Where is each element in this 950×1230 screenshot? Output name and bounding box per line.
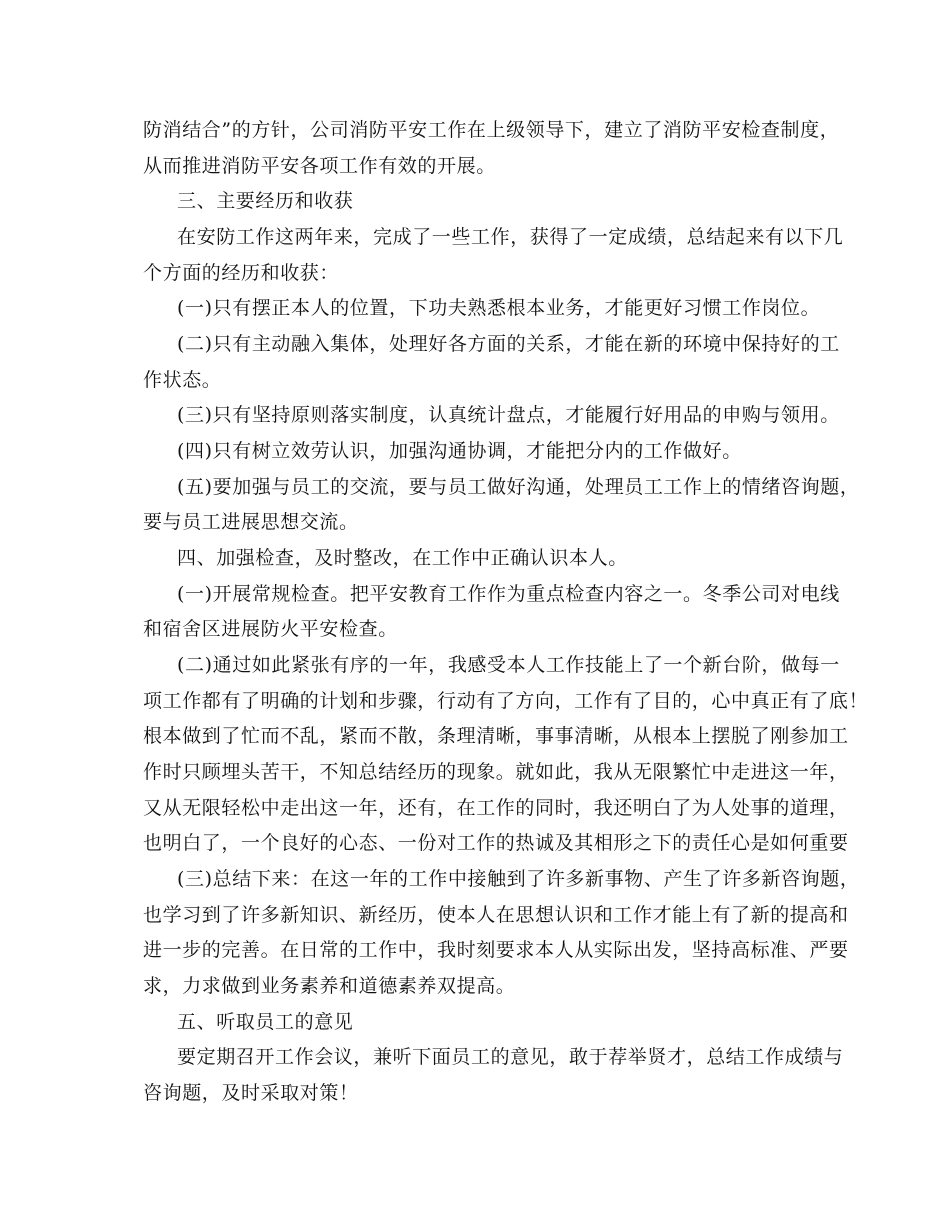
list-item: (二)通过如此紧张有序的一年，我感受本人工作技能上了一个新台阶，做每一 xyxy=(177,654,840,676)
paragraph-line: 项工作都有了明确的计划和步骤，行动有了方向，工作有了目的，心中真正有了底！ xyxy=(143,690,869,712)
section-heading: 四、加强检查，及时整改，在工作中正确认识本人。 xyxy=(177,547,628,569)
paragraph-line: 作状态。 xyxy=(143,369,222,391)
list-item: (三)只有坚持原则落实制度，认真统计盘点，才能履行好用品的申购与领用。 xyxy=(177,404,840,426)
paragraph-line: 个方面的经历和收获： xyxy=(143,262,340,284)
section-heading: 三、主要经历和收获 xyxy=(177,190,354,212)
list-item: (一)只有摆正本人的位置，下功夫熟悉根本业务，才能更好习惯工作岗位。 xyxy=(177,297,821,319)
paragraph-line: 又从无限轻松中走出这一年，还有，在工作的同时，我还明白了为人处事的道理， xyxy=(143,797,849,819)
paragraph-line: 从而推进消防平安各项工作有效的开展。 xyxy=(143,155,496,177)
paragraph-line: 也学习到了许多新知识、新经历，使本人在思想认识和工作才能上有了新的提高和 xyxy=(143,904,849,926)
paragraph-line: 防消结合”的方针，公司消防平安工作在上级领导下，建立了消防平安检查制度， xyxy=(143,119,840,141)
paragraph-line: 咨询题，及时采取对策！ xyxy=(143,1082,359,1104)
list-item: (五)要加强与员工的交流，要与员工做好沟通，处理员工工作上的情绪咨询题， xyxy=(177,476,860,498)
paragraph-line: 作时只顾埋头苦干，不知总结经历的现象。就如此，我从无限繁忙中走进这一年， xyxy=(143,761,849,783)
paragraph-line: 求，力求做到业务素养和道德素养双提高。 xyxy=(143,975,516,997)
list-item: (四)只有树立效劳认识，加强沟通协调，才能把分内的工作做好。 xyxy=(177,440,742,462)
paragraph-line: 要与员工进展思想交流。 xyxy=(143,511,359,533)
paragraph-line: 也明白了，一个良好的心态、一份对工作的热诚及其相形之下的责任心是如何重要 xyxy=(143,832,849,854)
paragraph-line: 和宿舍区进展防火平安检查。 xyxy=(143,618,398,640)
list-item: (三)总结下来：在这一年的工作中接触到了许多新事物、产生了许多新咨询题， xyxy=(177,868,860,890)
paragraph-line: 进一步的完善。在日常的工作中，我时刻要求本人从实际出发，坚持高标准、严要 xyxy=(143,939,849,961)
paragraph-line: 在安防工作这两年来，完成了一些工作，获得了一定成绩，总结起来有以下几 xyxy=(177,226,844,248)
paragraph-line: 根本做到了忙而不乱，紧而不散，条理清晰，事事清晰，从根本上摆脱了刚参加工 xyxy=(143,725,849,747)
list-item: (一)开展常规检查。把平安教育工作作为重点检查内容之一。冬季公司对电线 xyxy=(177,583,840,605)
paragraph-line: 要定期召开工作会议，兼听下面员工的意见，敢于荐举贤才，总结工作成绩与 xyxy=(177,1046,844,1068)
section-heading: 五、听取员工的意见 xyxy=(177,1011,354,1033)
list-item: (二)只有主动融入集体，处理好各方面的关系，才能在新的环境中保持好的工 xyxy=(177,333,840,355)
